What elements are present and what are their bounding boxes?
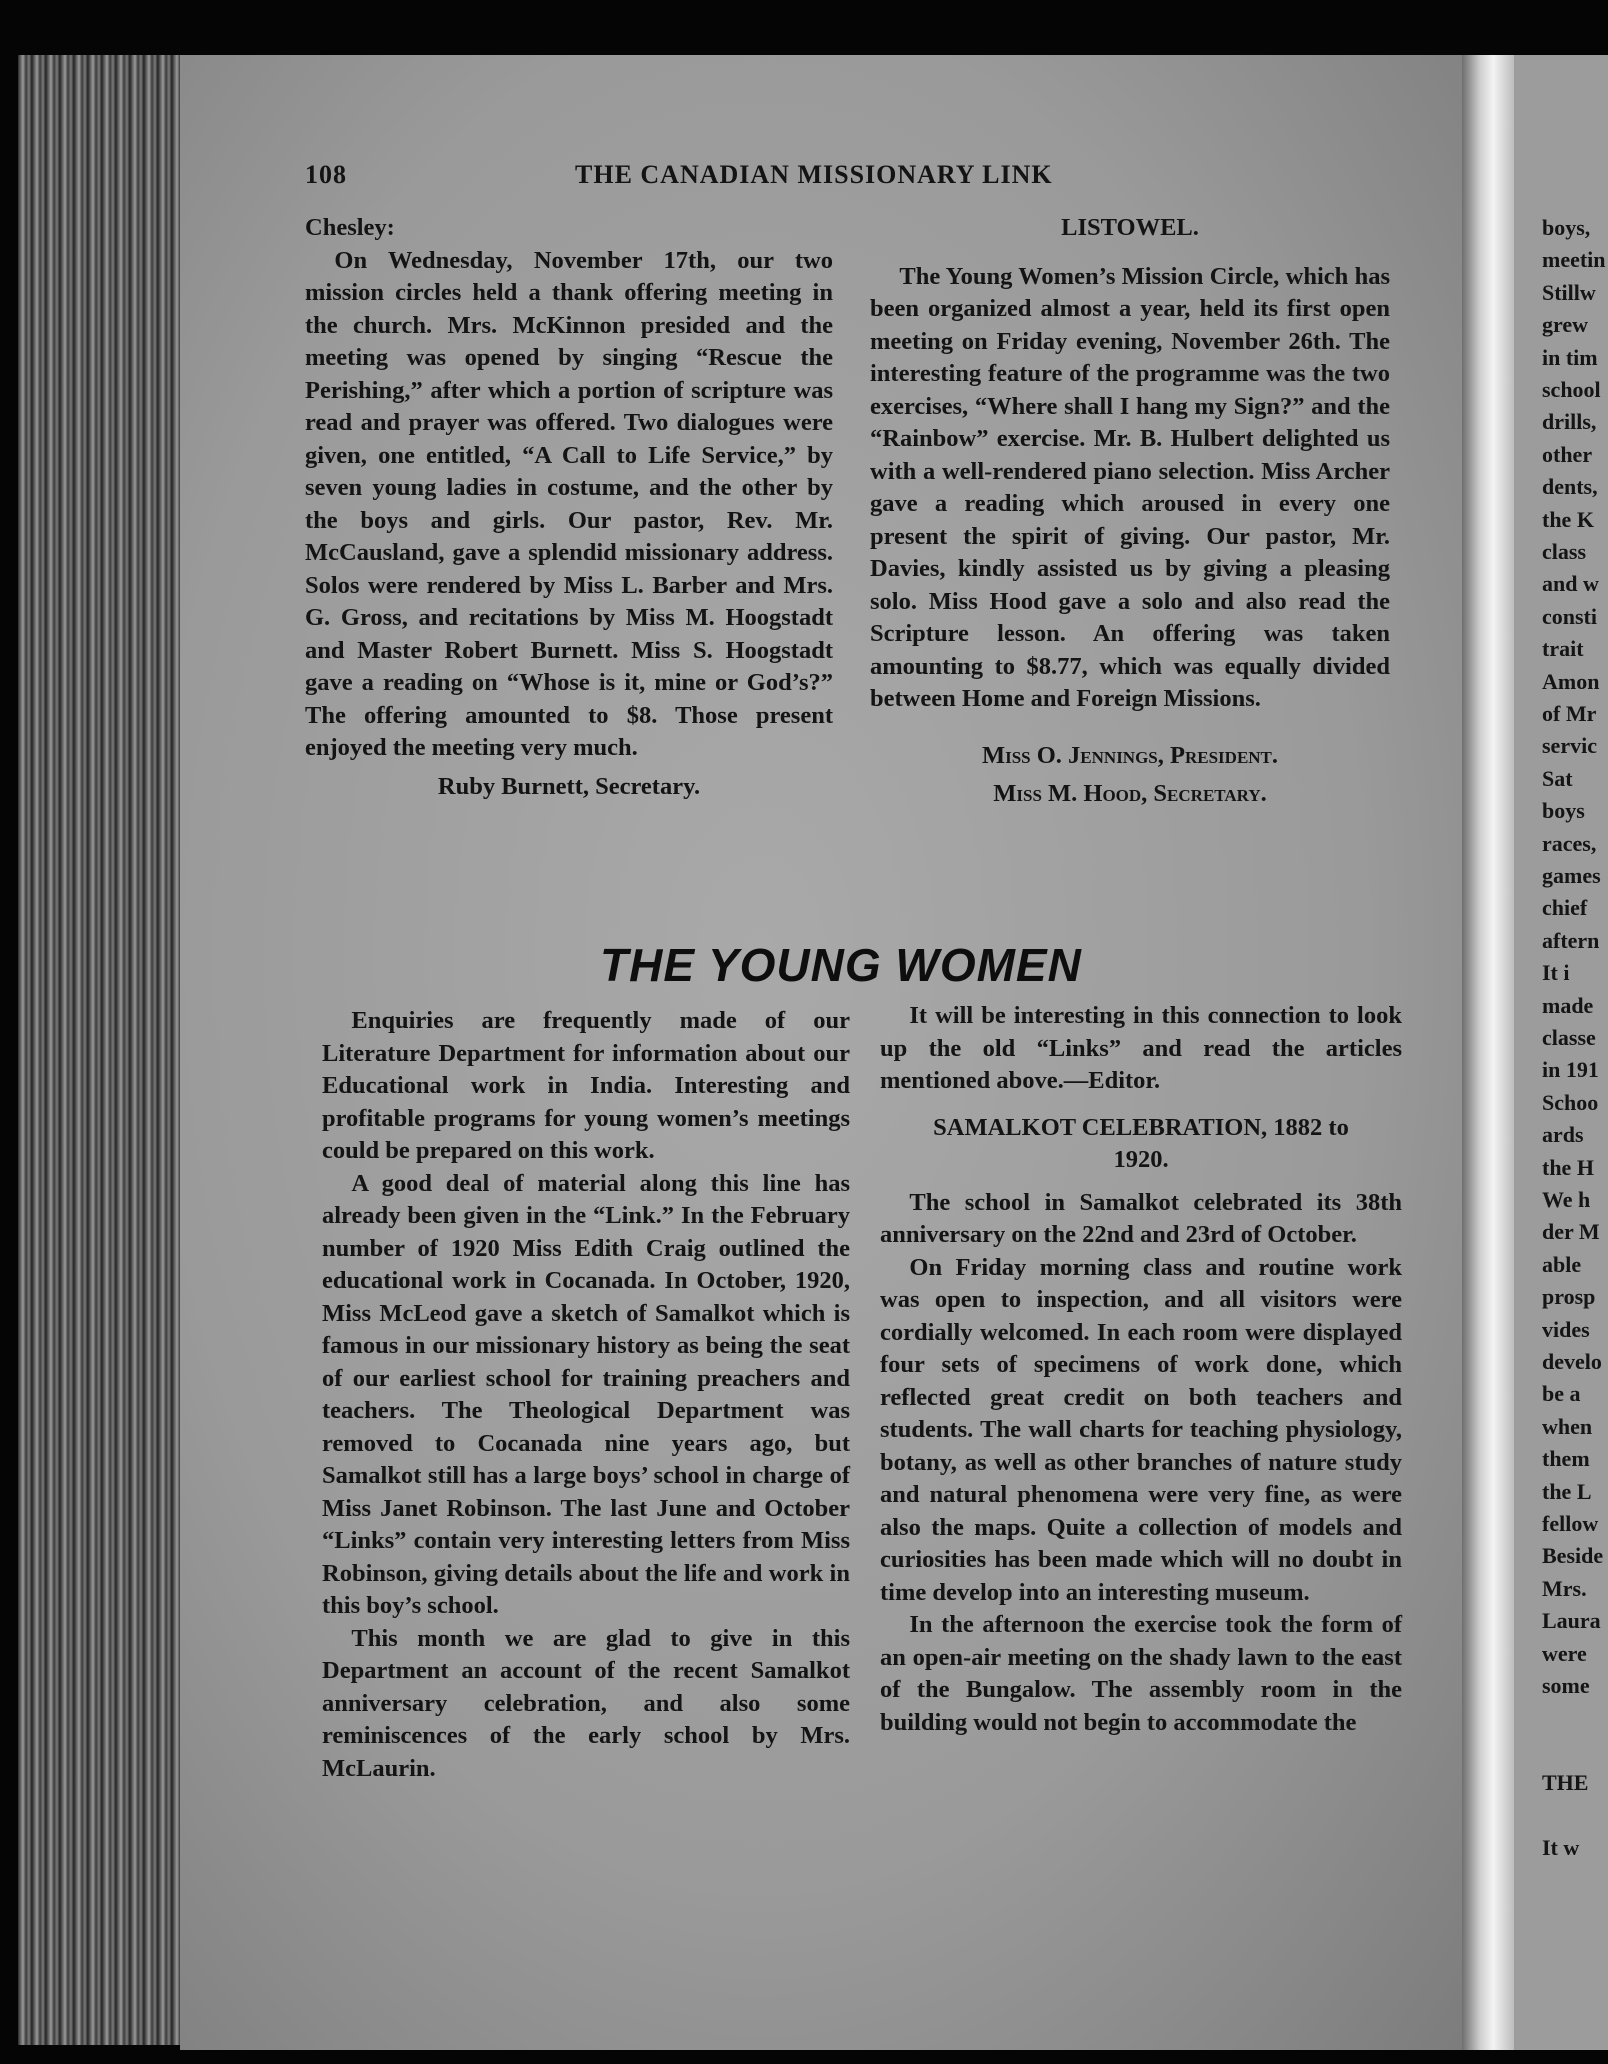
facing-page-word-fragment: Amon — [1542, 668, 1600, 694]
facing-page-word-fragment: consti — [1542, 603, 1597, 629]
facing-page-word-fragment: and w — [1542, 571, 1599, 597]
chesley-body: On Wednesday, November 17th, our two mission circles held a thank offering meeting in the church. Mrs. McKinnon presided and the meeting was opened by singing “Rescue the Perishing,” after which a portion of scripture was read and prayer was offered. Two dialogues were given, one entitled, “A Call to Life Service,” by seven young ladies in costume, and the other by the boys and girls. Our pastor, Rev. Mr. McCausland, gave a splendid missionary address. Solos were rendered by Miss L. Barber and Mrs. G. Gross, and recitations by Miss M. Hoogstadt and Master Robert Burnett. Miss S. Hoogstadt gave a reading on “Whose is it, mine or God’s?” The offering amounted to $8. Those present enjoyed the meeting very much. — [305, 246, 833, 761]
young-women-left-column — [322, 1005, 850, 1785]
chesley-signature: Ruby Burnett, Secretary. — [437, 772, 701, 800]
facing-page-word-fragment: class — [1542, 539, 1586, 564]
facing-page-word-fragment: chief — [1542, 895, 1588, 921]
facing-page-word-fragment: trait — [1542, 636, 1584, 662]
listowel-president-signature: Miss O. Jennings, President. — [981, 741, 1279, 769]
chesley-report — [305, 212, 833, 803]
facing-page-word-fragment: Laura — [1542, 1608, 1601, 1634]
young-women-paragraph-1: Enquiries are frequently made of our Literature Department for information about our Educational work in India. Interesting and profitable programs for young women’s meetings could be prepared on this work. — [322, 1007, 850, 1164]
listowel-report — [870, 212, 1390, 811]
facing-page-word-fragment: fellow — [1542, 1511, 1599, 1536]
samalkot-paragraph-2: On Friday morning class and routine work was open to inspection, and all visitors were cordially welcomed. In each room were displayed four sets of specimens of work done, which reflected great credit on both teachers and students. The wall charts for teaching physiology, botany, as well as other branches of nature study and natural phenomena were very fine, as were also the maps. Quite a collection of models and curiosities has been made which will no doubt in time develop into an interesting museum. — [880, 1253, 1402, 1606]
facing-page-word-fragment: some — [1542, 1673, 1590, 1698]
facing-page-word-fragment: races, — [1542, 830, 1597, 856]
facing-page-word-fragment: made — [1542, 992, 1594, 1018]
facing-page-word-fragment: Schoo — [1542, 1089, 1599, 1115]
facing-page-word-fragment: grew — [1542, 312, 1589, 338]
listowel-body: The Young Women’s Mission Circle, which has been organized almost a year, held its first open meeting on Friday evening, November 26th. The interesting feature of the programme was the two exercises, “Where shall I hang my Sign?” and the “Rainbow” exercise. Mr. B. Hulbert delighted us with a well-rendered piano selection. Miss Archer gave a reading which aroused in every one present the spirit of giving. Our pastor, Mr. Davies, kindly assisted us by giving a pleasing solo. Miss Hood gave a solo and also read the Scripture lesson. An offering was taken amounting to $8.77, which was equally divided between Home and Foreign Missions. — [870, 262, 1390, 712]
facing-page-word-fragment: in tim — [1542, 344, 1598, 370]
facing-page-word-fragment: in 191 — [1542, 1057, 1599, 1083]
facing-page-word-fragment: the K — [1542, 506, 1594, 532]
facing-page-word-fragment: able — [1542, 1251, 1582, 1277]
facing-page-word-fragment: other — [1542, 441, 1593, 467]
facing-page-word-fragment: ards — [1542, 1122, 1584, 1148]
editor-note: It will be interesting in this connection to look up the old “Links” and read the articles mentioned above.—Editor. — [880, 1002, 1402, 1094]
facing-page-word-fragment: dents, — [1542, 474, 1598, 500]
facing-page-word-fragment: servic — [1542, 733, 1597, 759]
facing-page-word-fragment: Mrs. — [1542, 1575, 1587, 1601]
samalkot-heading-line-1: SAMALKOT CELEBRATION, 1882 to — [933, 1113, 1349, 1141]
samalkot-heading-line-2: 1920. — [1113, 1146, 1169, 1173]
facing-page-word-fragment: games — [1542, 863, 1601, 888]
young-women-paragraph-3: This month we are glad to give in this Department an account of the recent Samalkot anniversary celebration, and also some reminiscences of the early school by Mrs. McLaurin. — [322, 1624, 850, 1782]
facing-page-word-fragment: THE — [1542, 1770, 1589, 1796]
facing-page-word-fragment: them — [1542, 1446, 1590, 1472]
facing-page-word-fragment: Sat — [1542, 765, 1573, 791]
chesley-heading: Chesley: — [305, 214, 395, 241]
facing-page-word-fragment: the H — [1542, 1154, 1594, 1180]
facing-page-word-fragment: be a — [1542, 1381, 1581, 1407]
samalkot-paragraph-1: The school in Samalkot celebrated its 38th anniversary on the 22nd and 23rd of October. — [880, 1188, 1402, 1248]
book-gutter — [1462, 55, 1514, 2050]
facing-page-word-fragment: Beside — [1542, 1543, 1604, 1569]
facing-page-word-fragment: were — [1542, 1640, 1587, 1666]
facing-page-word-fragment: classe — [1542, 1025, 1596, 1050]
facing-page-word-fragment: der M — [1542, 1219, 1600, 1245]
listowel-secretary-signature: Miss M. Hood, Secretary. — [993, 780, 1267, 807]
facing-page-word-fragment: vides — [1542, 1316, 1590, 1342]
samalkot-paragraph-3: In the afternoon the exercise took the form of an open-air meeting on the shady lawn to the east of the Bungalow. The assembly room in the building would not begin to accommodate the — [880, 1611, 1402, 1736]
facing-page-word-fragment: We h — [1542, 1187, 1591, 1212]
facing-page-word-fragment: It w — [1542, 1835, 1580, 1860]
facing-page-fragment — [1514, 55, 1608, 2050]
facing-page-word-fragment: It i — [1542, 960, 1570, 986]
running-title: THE CANADIAN MISSIONARY LINK — [575, 160, 1053, 189]
facing-page-word-fragment: of Mr — [1542, 701, 1597, 726]
facing-page-word-fragment: meetin — [1542, 247, 1606, 273]
facing-page-word-fragment: Stillw — [1542, 279, 1596, 305]
book-page-edges — [18, 55, 183, 2045]
facing-page-word-fragment: aftern — [1542, 927, 1600, 953]
section-banner: THE YOUNG WOMEN — [600, 939, 1082, 991]
facing-page-word-fragment: drills, — [1542, 409, 1597, 435]
facing-page-word-fragment: boys — [1542, 798, 1585, 824]
facing-page-word-fragment: when — [1542, 1413, 1593, 1439]
facing-page-word-fragment: the L — [1542, 1478, 1592, 1504]
listowel-heading: LISTOWEL. — [1061, 214, 1199, 241]
facing-page-word-fragment: school — [1542, 377, 1601, 402]
young-women-right-column — [880, 1000, 1402, 1739]
page-number: 108 — [305, 160, 347, 189]
facing-page-word-fragment: develo — [1542, 1349, 1602, 1374]
young-women-paragraph-2: A good deal of material along this line has already been given in the “Link.” In the February number of 1920 Miss Edith Craig outlined the educational work in Cocanada. In October, 1920, Miss McLeod gave a sketch of Samalkot which is famous in our missionary history as being the seat of our earliest school for training preachers and teachers. The Theological Department was removed to Cocanada nine years ago, but Samalkot still has a large boys’ school in charge of Miss Janet Robinson. The last June and October “Links” contain very interesting letters from Miss Robinson, giving details about the life and work in this boy’s school. — [322, 1169, 850, 1619]
facing-page-word-fragment: prosp — [1542, 1284, 1596, 1310]
facing-page-word-fragment: boys, — [1542, 215, 1591, 240]
